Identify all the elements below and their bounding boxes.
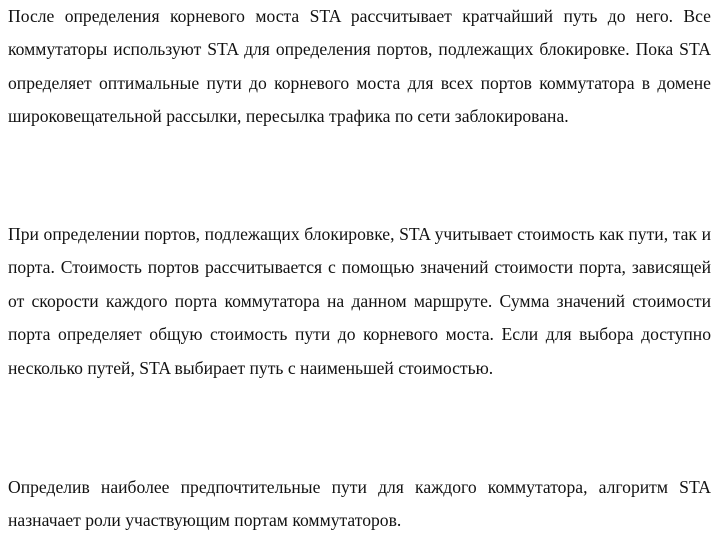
paragraph-port-cost: При определении портов, подлежащих блокировке, STA учитывает стоимость как пути, так и порта. Стоимость портов рассчитывается с помощью значений стоимости порта, зависящей от скорости каждого порта коммутатора на данном маршруте. Сумма значений стоимости порта определяет общую стоимость пути до корневого моста. Если для выбора доступно несколько путей, STA выбирает путь с наименьшей стоимостью. (8, 224, 711, 378)
paragraph-port-roles: Определив наиболее предпочтительные пути для каждого коммутатора, алгоритм STA назначает роли участвующим портам коммутаторов. (8, 477, 711, 531)
paragraph-root-path: После определения корневого моста STA рассчитывает кратчайший путь до него. Все коммутаторы используют STA для определения портов, подлежащих блокировке. Пока STA определяет оптимальные пути до корневого моста для всех портов коммутатора в домене широковещательной рассылки, пересылка трафика по сети заблокирована. (8, 6, 711, 127)
